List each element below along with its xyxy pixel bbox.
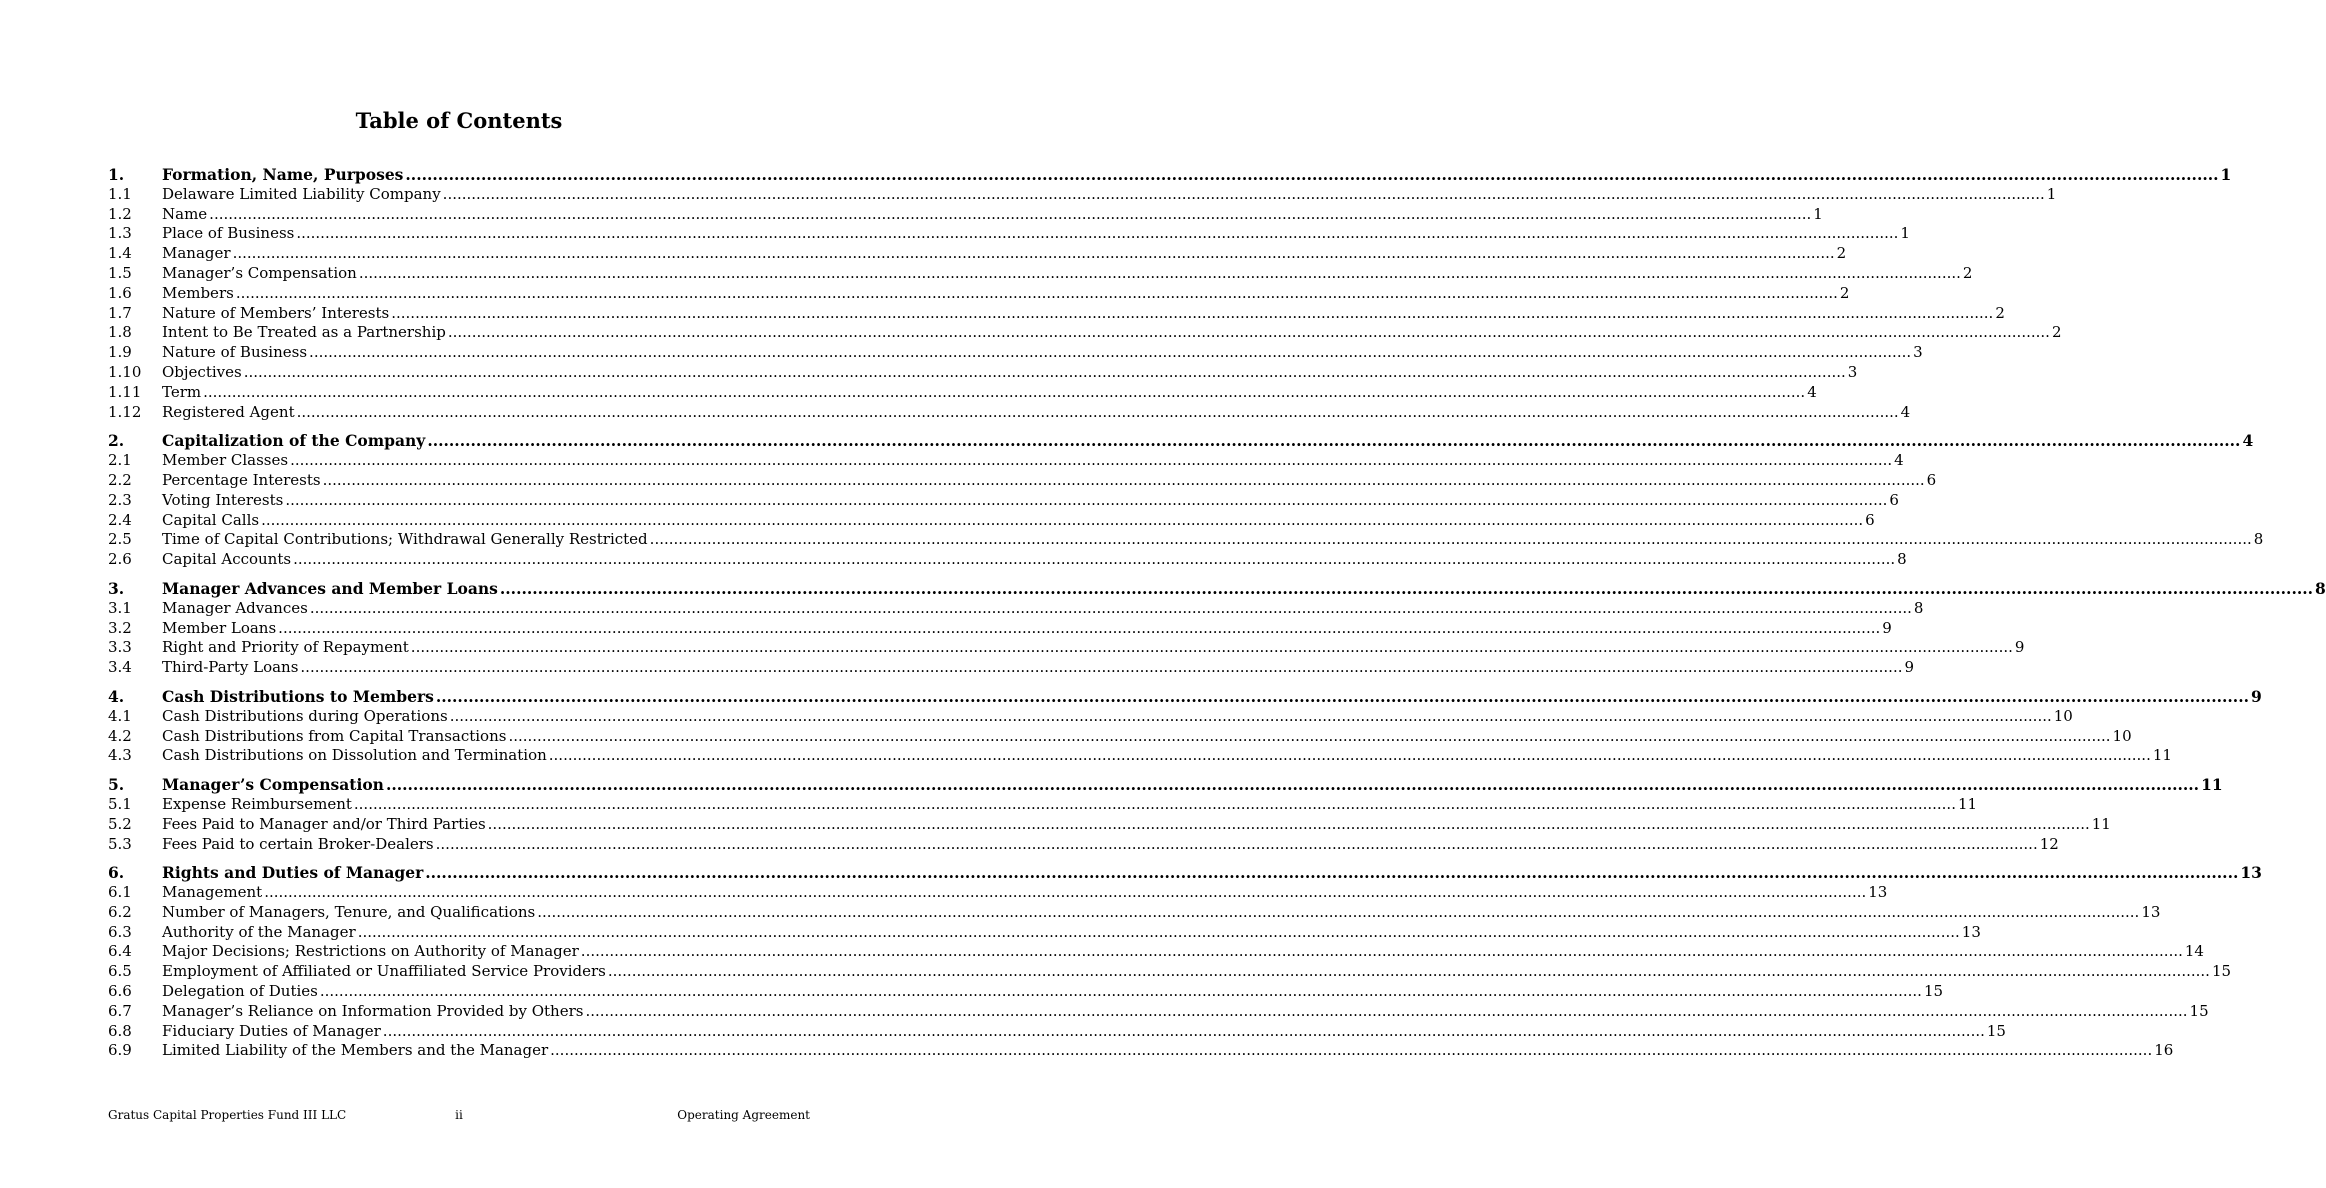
dot-leader [405, 165, 2218, 185]
page-title: Table of Contents [355, 108, 563, 133]
toc-entry-title: Member Classes [162, 451, 289, 470]
toc-entry-page: 1 [1813, 204, 1823, 223]
toc-entry-number: 6.5 [108, 962, 132, 981]
toc-entry-number: 6.1 [108, 883, 132, 902]
toc-entry-page: 13 [2141, 902, 2161, 921]
toc-entry-number: 3. [108, 578, 125, 598]
dot-leader [383, 1022, 1985, 1042]
toc-entry[interactable] [108, 470, 1937, 491]
toc-entry-page: 4 [1900, 402, 1911, 421]
toc-entry-page: 1 [2046, 184, 2057, 203]
toc-entry-page: 2 [1839, 283, 1850, 302]
toc-entry-number: 2.3 [108, 490, 132, 509]
dot-leader [391, 304, 1993, 324]
toc-entry-page: 13 [2240, 863, 2262, 883]
dot-leader [450, 707, 2052, 727]
dot-leader [264, 883, 1866, 903]
toc-entry-page: 9 [1904, 658, 1915, 677]
toc-entry-number: 1.12 [108, 402, 142, 421]
toc-entry-number: 3.1 [108, 598, 132, 617]
toc-entry-title: Fiduciary Duties of Manager [162, 1021, 381, 1040]
toc-entry[interactable] [108, 510, 1875, 531]
toc-entry-title: Intent to Be Treated as a Partnership [162, 323, 446, 342]
toc-entry-title: Cash Distributions during Operations [162, 706, 448, 725]
toc-entry[interactable] [108, 1001, 2209, 1022]
toc-entry[interactable] [108, 618, 1892, 639]
toc-section [108, 578, 2326, 678]
toc-entry-number: 5.3 [108, 834, 132, 853]
toc-entry-title: Right and Priority of Repayment [162, 638, 409, 657]
toc-entry-number: 6.4 [108, 942, 132, 961]
dot-leader [386, 775, 2199, 795]
toc-entry-page: 14 [2184, 942, 2204, 961]
toc-entry-title: Member Loans [162, 618, 277, 637]
toc-entry-page: 8 [1913, 598, 1924, 617]
toc-entry[interactable] [108, 834, 2059, 855]
toc-section [108, 165, 2232, 422]
toc-entry-number: 6.8 [108, 1021, 132, 1040]
dot-leader [278, 619, 1880, 639]
dot-leader [500, 579, 2313, 599]
dot-leader [359, 264, 1961, 284]
toc-entry-number: 1.9 [108, 343, 132, 362]
toc-entry-page: 6 [1926, 470, 1937, 489]
toc-entry-page: 13 [1961, 922, 1981, 941]
dot-leader [233, 244, 1835, 264]
dot-leader [443, 185, 2045, 205]
dot-leader [436, 835, 2038, 855]
toc-entry[interactable] [108, 224, 1910, 244]
dot-leader [293, 550, 1895, 570]
toc-entry-page: 4 [1807, 382, 1817, 401]
toc-entry[interactable] [108, 962, 2232, 982]
toc-entry-page: 15 [2211, 962, 2232, 981]
toc-entry-number: 2.4 [108, 510, 132, 529]
toc-entry-title: Expense Reimbursement [162, 794, 352, 813]
toc-entry[interactable] [108, 794, 1978, 815]
dot-leader [297, 403, 1899, 423]
toc-entry-title: Nature of Members’ Interests [162, 303, 390, 322]
dot-leader [320, 982, 1922, 1002]
toc-entry-number: 5.2 [108, 814, 132, 833]
toc-entry-page: 11 [1957, 794, 1978, 813]
toc-entry-title: Authority of the Manager [162, 922, 356, 941]
toc-entry-title: Rights and Duties of Manager [162, 863, 424, 883]
toc-section-heading[interactable] [108, 165, 2232, 185]
toc-entry-title: Members [162, 283, 234, 302]
toc-entry[interactable] [108, 343, 1923, 363]
toc-entry-page: 8 [1897, 550, 1907, 569]
footer-document-name: Gratus Capital Properties Fund III LLC [108, 1108, 347, 1122]
toc-entry-page: 9 [2250, 686, 2262, 706]
toc-entry-title: Delegation of Duties [162, 982, 318, 1001]
toc-entry-title: Delaware Limited Liability Company [162, 184, 441, 203]
toc-entry-number: 1.4 [108, 244, 132, 263]
toc-entry-title: Manager [162, 244, 231, 263]
dot-leader [285, 491, 1887, 511]
toc-entry-title: Manager’s Reliance on Information Provided by Others [162, 1001, 584, 1020]
toc-entry-title: Number of Managers, Tenure, and Qualifications [162, 902, 536, 921]
dot-leader [608, 962, 2210, 982]
toc-entry-page: 11 [2201, 775, 2223, 795]
toc-entry-title: Objectives [162, 362, 242, 381]
toc-entry-page: 8 [2253, 530, 2264, 549]
toc-entry-page: 6 [1865, 510, 1875, 529]
toc-entry-page: 1 [1900, 224, 1910, 243]
footer-agreement-title: Operating Agreement [677, 1108, 810, 1122]
toc-entry-page: 8 [2315, 578, 2326, 598]
toc-entry[interactable] [108, 530, 2264, 550]
toc-entry-title: Capitalization of the Company [162, 431, 426, 451]
toc-section-heading[interactable] [108, 578, 2326, 599]
toc-section-heading[interactable] [108, 775, 2223, 795]
toc-entry-title: Major Decisions; Restrictions on Authority of Manager [162, 942, 579, 961]
toc-entry-number: 1.1 [108, 184, 132, 203]
toc-entry-page: 2 [2051, 323, 2062, 342]
dot-leader [508, 727, 2110, 747]
dot-leader [448, 323, 2050, 343]
toc-entry[interactable] [108, 382, 1817, 403]
toc-entry-number: 1.3 [108, 224, 132, 243]
toc-entry-number: 4.1 [108, 706, 132, 725]
toc-entry-number: 2.2 [108, 470, 132, 489]
toc-entry-number: 5.1 [108, 794, 132, 813]
dot-leader [650, 530, 2252, 550]
toc-entry[interactable] [108, 244, 1847, 264]
toc-entry-title: Term [162, 382, 202, 401]
toc-entry-page: 9 [2014, 638, 2025, 657]
dot-leader [550, 1041, 2152, 1061]
toc-entry[interactable] [108, 706, 2073, 727]
toc-entry[interactable] [108, 550, 1907, 570]
toc-entry-page: 15 [1986, 1021, 2006, 1040]
dot-leader [425, 863, 2238, 883]
toc-entry[interactable] [108, 746, 2172, 766]
toc-entry-number: 6.9 [108, 1041, 132, 1060]
toc-entry-page: 12 [2039, 834, 2059, 853]
toc-entry[interactable] [108, 638, 2025, 658]
toc-entry-title: Management [162, 883, 263, 902]
toc-entry-page: 4 [2242, 431, 2254, 451]
toc-entry[interactable] [108, 814, 2111, 835]
toc-entry-page: 9 [1882, 618, 1892, 637]
toc-entry[interactable] [108, 1041, 2174, 1061]
toc-entry-number: 3.2 [108, 618, 132, 637]
toc-entry-title: Name [162, 204, 208, 223]
toc-entry-title: Manager’s Compensation [162, 263, 357, 282]
toc-entry-number: 6.7 [108, 1001, 132, 1020]
toc-entry-number: 1.6 [108, 283, 132, 302]
toc-entry-title: Nature of Business [162, 343, 308, 362]
toc-entry[interactable] [108, 451, 1904, 471]
page-footer [108, 1108, 810, 1126]
toc-entry[interactable] [108, 902, 2161, 923]
toc-entry-number: 3.3 [108, 638, 132, 657]
toc-entry-number: 4.2 [108, 726, 132, 745]
toc-entry[interactable] [108, 942, 2204, 962]
dot-leader [537, 903, 2139, 923]
toc-section [108, 775, 2223, 854]
toc-entry-page: 2 [1836, 244, 1847, 263]
toc-entry[interactable] [108, 402, 1911, 423]
toc-entry-title: Voting Interests [162, 490, 284, 509]
dot-leader [290, 451, 1892, 471]
toc-entry-page: 15 [1923, 982, 1944, 1001]
dot-leader [549, 746, 2151, 766]
toc-entry-number: 2. [108, 431, 125, 451]
dot-leader [436, 687, 2249, 707]
toc-section-heading[interactable] [108, 686, 2262, 707]
toc-entry-title: Cash Distributions to Members [162, 686, 434, 706]
toc-entry-number: 1.8 [108, 323, 132, 342]
toc-entry-title: Employment of Affiliated or Unaffiliated Service Providers [162, 962, 606, 981]
toc-entry[interactable] [108, 323, 2062, 343]
dot-leader [310, 599, 1912, 619]
toc-entry[interactable] [108, 982, 1944, 1002]
footer-page-number: ii [455, 1108, 463, 1122]
toc-entry-number: 3.4 [108, 658, 132, 677]
toc-entry-number: 1.7 [108, 303, 132, 322]
toc-entry[interactable] [108, 922, 1981, 943]
toc-entry[interactable] [108, 303, 2005, 324]
toc-entry-title: Place of Business [162, 224, 295, 243]
toc-entry[interactable] [108, 1021, 2006, 1042]
toc-entry-number: 2.6 [108, 550, 132, 569]
toc-entry-title: Cash Distributions on Dissolution and Termination [162, 746, 547, 765]
toc-entry-number: 1. [108, 165, 125, 184]
toc-entry[interactable] [108, 263, 1973, 284]
dot-leader [296, 224, 1898, 244]
toc-entry-page: 13 [1868, 883, 1888, 902]
toc-entry-page: 4 [1894, 451, 1904, 470]
toc-section [108, 431, 2264, 570]
toc-entry-number: 6.6 [108, 982, 132, 1001]
toc-entry[interactable] [108, 726, 2132, 747]
toc-entry-number: 1.2 [108, 204, 132, 223]
toc-entry-number: 6.3 [108, 922, 132, 941]
dot-leader [203, 383, 1805, 403]
toc-entry-number: 6.2 [108, 902, 132, 921]
toc-entry-title: Limited Liability of the Members and the Manager [162, 1041, 549, 1060]
toc-entry[interactable] [108, 658, 1915, 678]
toc-entry-number: 1.11 [108, 382, 142, 401]
toc-entry[interactable] [108, 490, 1899, 511]
toc-entry-number: 1.5 [108, 263, 132, 282]
dot-leader [236, 284, 1838, 304]
toc-entry-number: 6. [108, 863, 125, 883]
dot-leader [411, 638, 2013, 658]
toc-entry-page: 11 [2091, 814, 2111, 833]
dot-leader [427, 431, 2240, 451]
toc-entry-title: Cash Distributions from Capital Transactions [162, 726, 507, 745]
toc-entry-title: Formation, Name, Purposes [162, 165, 404, 184]
dot-leader [244, 363, 1846, 383]
toc-entry-title: Percentage Interests [162, 470, 321, 489]
toc-entry-page: 16 [2154, 1041, 2174, 1060]
toc-entry-page: 10 [2112, 726, 2132, 745]
toc-entry-number: 5. [108, 775, 125, 795]
toc-entry-page: 15 [2189, 1001, 2209, 1020]
toc-entry-title: Manager Advances [162, 598, 308, 617]
dot-leader [261, 511, 1863, 531]
toc-entry-title: Capital Calls [162, 510, 260, 529]
toc-entry-page: 11 [2152, 746, 2172, 765]
toc-entry-number: 1.10 [108, 362, 142, 381]
toc-entry-title: Manager Advances and Member Loans [162, 578, 498, 598]
toc-entry-number: 2.5 [108, 530, 132, 549]
toc-entry-title: Manager’s Compensation [162, 775, 384, 795]
toc-section-heading[interactable] [108, 431, 2254, 451]
dot-leader [300, 658, 1902, 678]
toc-entry-number: 2.1 [108, 451, 132, 470]
toc-entry-title: Fees Paid to Manager and/or Third Parties [162, 814, 486, 833]
dot-leader [354, 795, 1956, 815]
toc-entry-page: 3 [1913, 343, 1923, 362]
dot-leader [323, 471, 1925, 491]
toc-entry[interactable] [108, 204, 1823, 225]
toc-entry[interactable] [108, 283, 1850, 304]
toc-entry-page: 10 [2053, 706, 2073, 725]
toc-section [108, 686, 2262, 766]
toc-entry-title: Capital Accounts [162, 550, 292, 569]
toc-entry-title: Time of Capital Contributions; Withdrawal Generally Restricted [162, 530, 648, 549]
toc-entry-page: 6 [1889, 490, 1899, 509]
toc-entry-title: Fees Paid to certain Broker-Dealers [162, 834, 434, 853]
toc-entry-number: 4. [108, 686, 125, 706]
toc-section [108, 863, 2262, 1061]
toc-entry[interactable] [108, 184, 2057, 205]
dot-leader [581, 942, 2183, 962]
toc-entry-page: 2 [1995, 303, 2005, 322]
toc-entry[interactable] [108, 883, 1888, 903]
dot-leader [585, 1002, 2187, 1022]
toc-entry-page: 1 [2220, 165, 2232, 184]
toc-entry-title: Registered Agent [162, 402, 295, 421]
dot-leader [209, 205, 1811, 225]
table-of-contents [108, 165, 2326, 1070]
toc-entry-number: 4.3 [108, 746, 132, 765]
toc-entry[interactable] [108, 362, 1858, 383]
toc-section-heading[interactable] [108, 863, 2262, 883]
toc-entry-page: 2 [1962, 263, 1973, 282]
dot-leader [488, 815, 2090, 835]
toc-entry-page: 3 [1847, 362, 1858, 381]
dot-leader [309, 343, 1911, 363]
toc-entry[interactable] [108, 598, 1924, 619]
dot-leader [358, 923, 1960, 943]
toc-entry-title: Third-Party Loans [162, 658, 299, 677]
